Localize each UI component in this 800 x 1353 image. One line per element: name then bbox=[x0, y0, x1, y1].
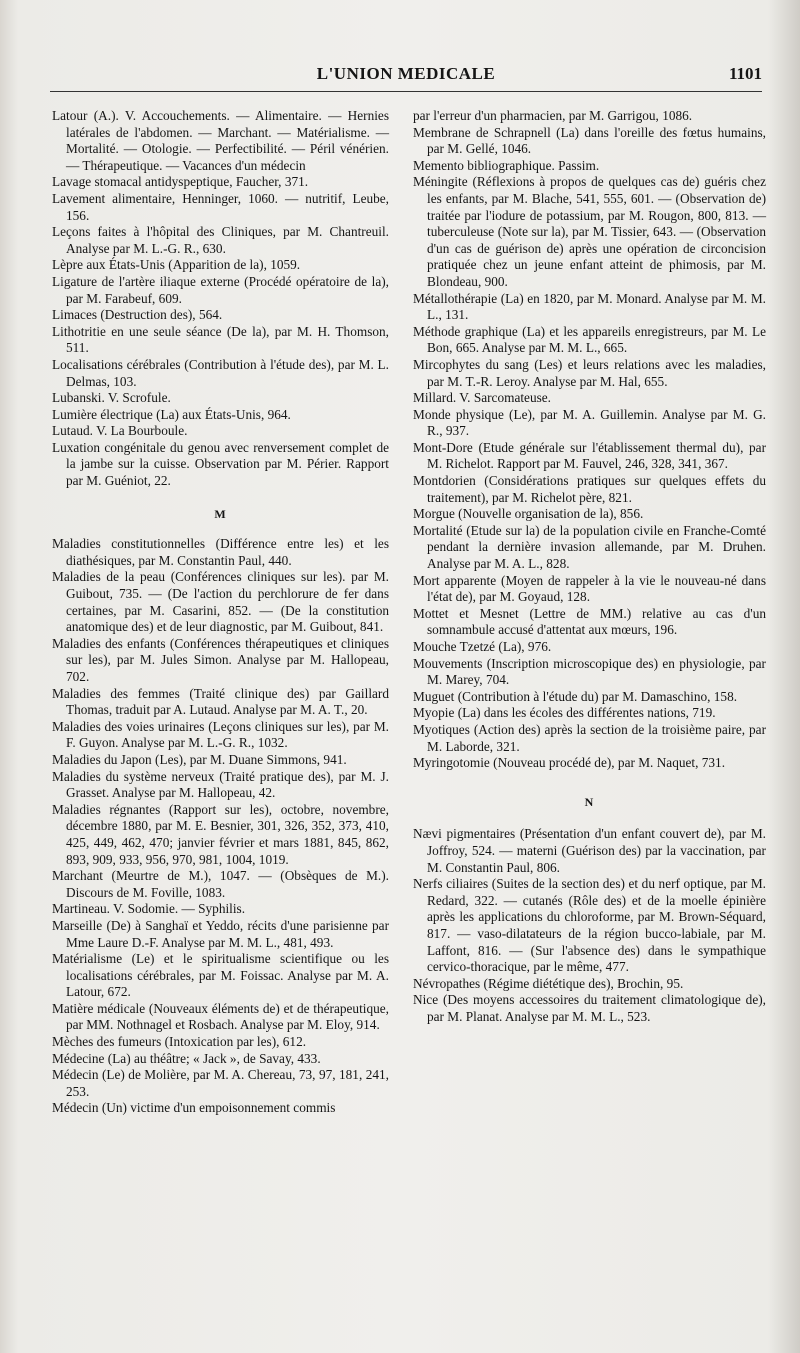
right-entries-before bbox=[413, 108, 766, 772]
index-entry: Memento bibliographique. Passim. bbox=[413, 157, 600, 173]
index-entry: Maladies constitutionnelles (Différence entre les) et les diathésiques, par M. Constantin Paul, 440. bbox=[52, 536, 389, 568]
index-entry: Mouche Tzetzé (La), 976. bbox=[413, 639, 552, 654]
section-letter-m: M bbox=[214, 506, 227, 521]
index-entry: Muguet (Contribution à l'étude du) par M. Damaschino, 158. bbox=[413, 688, 738, 704]
index-entry: Médecine (La) au théâtre; « Jack », de Savay, 433. bbox=[52, 1050, 321, 1066]
page-number: 1101 bbox=[728, 64, 762, 83]
left-entries-before bbox=[52, 108, 389, 490]
index-entry: Luxation congénitale du genou avec renversement complet de la jambe sur la cuisse. Observation par M. Périer. Rapport par M. Guéniot, 22. bbox=[52, 439, 389, 489]
index-entry: Mircophytes du sang (Les) et leurs relations avec les maladies, par M. T.-R. Leroy. Analyse par M. Hal, 655. bbox=[413, 356, 766, 389]
header-rule bbox=[50, 91, 762, 92]
index-entry: Maladies du système nerveux (Traité pratique des), par M. J. Grasset. Analyse par M. Hallopeau, 42. bbox=[52, 768, 389, 801]
index-entry: par l'erreur d'un pharmacien, par M. Garrigou, 1086. bbox=[413, 108, 693, 123]
index-entry: Lithotritie en une seule séance (De la), par M. H. Thomson, 511. bbox=[52, 323, 389, 356]
index-entry: Méthode graphique (La) et les appareils enregistreurs, par M. Le Bon, 665. Analyse par M. M. L., 665. bbox=[413, 323, 766, 356]
index-entry: Lèpre aux États-Unis (Apparition de la), 1059. bbox=[52, 257, 301, 273]
index-entry: Nice (Des moyens accessoires du traitement climatologique de), par M. Planat. Analyse par M. M. L., 523. bbox=[413, 992, 766, 1024]
index-entry: Monde physique (Le), par M. A. Guillemin. Analyse par M. G. R., 937. bbox=[413, 406, 766, 439]
index-entry: Lutaud. V. La Bourboule. bbox=[52, 423, 188, 439]
index-entry: Métallothérapie (La) en 1820, par M. Monard. Analyse par M. M. L., 131. bbox=[413, 290, 766, 323]
index-entry: Maladies de la peau (Conférences cliniques sur les). par M. Guibout, 735. — (De l'action du perchlorure de fer dans certaines, par M. Casarini, 852. — (De la constitution anatomique des) et de leur diagnostic, par M. Guibout, 841. bbox=[52, 569, 389, 635]
left-column bbox=[52, 108, 389, 1117]
index-entry: Médecin (Un) victime d'un empoisonnement commis bbox=[52, 1100, 336, 1116]
index-entry: Mottet et Mesnet (Lettre de MM.) relative au cas d'un somnambule accusé d'attentat aux mœurs, 196. bbox=[413, 605, 766, 638]
index-entry: Martineau. V. Sodomie. — Syphilis. bbox=[52, 901, 246, 917]
index-entry: Limaces (Destruction des), 564. bbox=[52, 307, 223, 323]
index-entry: Marchant (Meurtre de M.), 1047. — (Obsèques de M.). Discours de M. Foville, 1083. bbox=[52, 868, 389, 900]
index-entry: Localisations cérébrales (Contribution à l'étude des), par M. L. Delmas, 103. bbox=[52, 356, 389, 389]
index-entry: Nævi pigmentaires (Présentation d'un enfant couvert de), par M. Joffroy, 524. — materni (Guérison des) par la vaccination, par M. Constantin Paul, 806. bbox=[413, 826, 766, 875]
index-entry: Myotiques (Action des) après la section de la troisième paire, par M. Laborde, 321. bbox=[413, 721, 766, 754]
index-entry: Montdorien (Considérations pratiques sur quelques effets du traitement), par M. Richelot père, 821. bbox=[413, 473, 766, 505]
index-entry: Leçons faites à l'hôpital des Cliniques, par M. Chantreuil. Analyse par M. L.-G. R., 630. bbox=[52, 224, 389, 256]
index-entry: Maladies des voies urinaires (Leçons cliniques sur les), par M. F. Guyon. Analyse par M. L.-G. R., 1032. bbox=[52, 718, 389, 751]
index-entry: Lubanski. V. Scrofule. bbox=[52, 390, 171, 406]
index-entry: Nerfs ciliaires (Suites de la section des) et du nerf optique, par M. Redard, 322. — cutanés (Rôle des) et de la moelle épinière après les applications du chloroforme, par M. Brown-Séquard, 817. — vaso-dilatateurs de la région bucco-labiale, par M. Laffont, 816. — (Sur l'absence des) dans le sympathique cervico-thoracique, par le même, 477. bbox=[413, 876, 766, 975]
index-entry: Maladies régnantes (Rapport sur les), octobre, novembre, décembre 1880, par M. E. Besnier, 301, 326, 352, 373, 410, 425, 449, 462, 470; janvier février et mars 1881, 845, 862, 893, 909, 933, 956, 970, 981, 1004, 1019. bbox=[52, 801, 389, 867]
index-entry: Maladies des femmes (Traité clinique des) par Gaillard Thomas, traduit par A. Lutaud. Analyse par M. A. T., 20. bbox=[52, 685, 389, 718]
index-entry: Matière médicale (Nouveaux éléments de) et de thérapeutique, par MM. Nothnagel et Rosbach. Analyse par M. Eloy, 914. bbox=[52, 1000, 389, 1033]
index-entry: Mont-Dore (Etude générale sur l'établissement thermal du), par M. Richelot. Rapport par M. Fauvel, 246, 328, 341, 367. bbox=[413, 439, 766, 472]
right-column bbox=[413, 108, 766, 1025]
index-entry: Myopie (La) dans les écoles des différentes nations, 719. bbox=[413, 705, 716, 721]
index-entry: Maladies des enfants (Conférences thérapeutiques et cliniques sur les), par M. Jules Simon. Analyse par M. Hallopeau, 702. bbox=[52, 635, 389, 684]
running-title: L'UNION MEDICALE bbox=[316, 64, 496, 83]
section-letter-n: N bbox=[584, 794, 595, 809]
index-entry: Médecin (Le) de Molière, par M. A. Chereau, 73, 97, 181, 241, 253. bbox=[52, 1067, 389, 1099]
index-entry: Mortalité (Etude sur la) de la population civile en Franche-Comté pendant la dernière invasion allemande, par M. Druhen. Analyse par M. A. L., 828. bbox=[413, 522, 766, 572]
index-entry: Membrane de Schrapnell (La) dans l'oreille des fœtus humains, par M. Gellé, 1046. bbox=[413, 124, 766, 157]
index-entry: Lavement alimentaire, Henninger, 1060. — nutritif, Leube, 156. bbox=[52, 190, 389, 223]
index-entry: Mouvements (Inscription microscopique des) en physiologie, par M. Marey, 704. bbox=[413, 655, 766, 688]
index-entry: Névropathes (Régime diététique des), Brochin, 95. bbox=[413, 975, 684, 991]
index-entry: Ligature de l'artère iliaque externe (Procédé opératoire de la), par M. Farabeuf, 609. bbox=[52, 273, 389, 306]
index-entry: Morgue (Nouvelle organisation de la), 856. bbox=[413, 506, 644, 522]
index-entry: Mort apparente (Moyen de rappeler à la vie le nouveau-né dans l'état de), par M. Goyaud, 128. bbox=[413, 572, 766, 605]
index-entry: Millard. V. Sarcomateuse. bbox=[413, 390, 551, 406]
index-entry: Lumière électrique (La) aux États-Unis, 964. bbox=[52, 406, 291, 422]
index-entry: Mèches des fumeurs (Intoxication par les), 612. bbox=[52, 1034, 307, 1050]
index-entry: Maladies du Japon (Les), par M. Duane Simmons, 941. bbox=[52, 751, 347, 767]
index-entry: Méningite (Réflexions à propos de quelques cas de) guéris chez les enfants, par M. Blache, 541, 555, 601. — (Observation de) traitée par l'iodure de potassium, par M. Rougon, 800, 813. — tuberculeuse (Note sur la), par M. Tissier, 643. — (Observation d'un cas de guérison de) après une opération de circoncision pratiquée chez un jeune enfant atteint de phimosis, par M. Blondeau, 900. bbox=[413, 174, 766, 289]
left-entries-after bbox=[52, 536, 389, 1117]
right-entries-after bbox=[413, 826, 766, 1025]
index-entry: Latour (A.). V. Accouchements. — Alimentaire. — Hernies latérales de l'abdomen. — Marchant. — Matérialisme. — Mortalité. — Otologie. — Perfectibilité. — Péril vénérien. — Thérapeutique. — Vacances d'un médecin bbox=[52, 108, 389, 173]
index-entry: Marseille (De) à Sanghaï et Yeddo, récits d'une parisienne par Mme Laure D.-F. Analyse par M. M. L., 481, 493. bbox=[52, 917, 389, 950]
page-header bbox=[50, 62, 762, 96]
index-entry: Myringotomie (Nouveau procédé de), par M. Naquet, 731. bbox=[413, 755, 726, 771]
index-entry: Lavage stomacal antidyspeptique, Faucher, 371. bbox=[52, 174, 309, 190]
index-entry: Matérialisme (Le) et le spiritualisme scientifique ou les localisations cérébrales, par M. Foissac. Analyse par M. A. Latour, 672. bbox=[52, 951, 389, 1000]
